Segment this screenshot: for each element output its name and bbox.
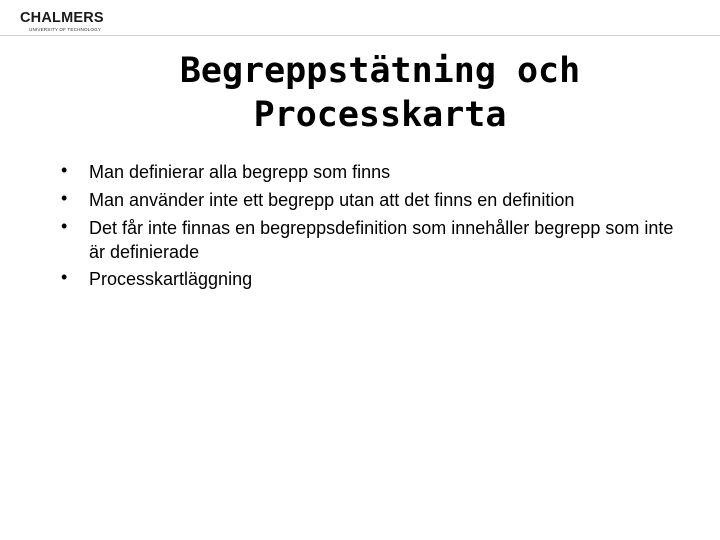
bullet-item bbox=[60, 216, 680, 264]
bullet-item bbox=[60, 160, 680, 185]
bullet-text: Man använder inte ett begrepp utan att det finns en definition bbox=[89, 190, 575, 210]
logo-subtitle: UNIVERSITY OF TECHNOLOGY bbox=[29, 27, 102, 32]
header-divider bbox=[0, 35, 720, 36]
bullet-dot-icon: • bbox=[61, 160, 68, 180]
bullet-text: Man definierar alla begrepp som finns bbox=[89, 162, 391, 182]
slide-title-line-2: Processkarta bbox=[253, 95, 507, 135]
bullet-text: Processkartläggning bbox=[89, 269, 253, 289]
bullet-dot-icon: • bbox=[61, 188, 68, 208]
bullet-list bbox=[60, 160, 680, 295]
chalmers-logo bbox=[20, 10, 120, 34]
slide-title bbox=[80, 49, 680, 137]
bullet-item bbox=[60, 267, 680, 292]
logo-wordmark: CHALMERS bbox=[20, 10, 104, 26]
bullet-dot-icon: • bbox=[61, 216, 68, 236]
bullet-text: Det får inte finnas en begreppsdefinition som innehåller begrepp som inte är definierade bbox=[89, 218, 674, 262]
slide-title-line-1: Begreppstätning och bbox=[179, 51, 581, 91]
bullet-item bbox=[60, 188, 680, 213]
bullet-dot-icon: • bbox=[61, 267, 68, 287]
